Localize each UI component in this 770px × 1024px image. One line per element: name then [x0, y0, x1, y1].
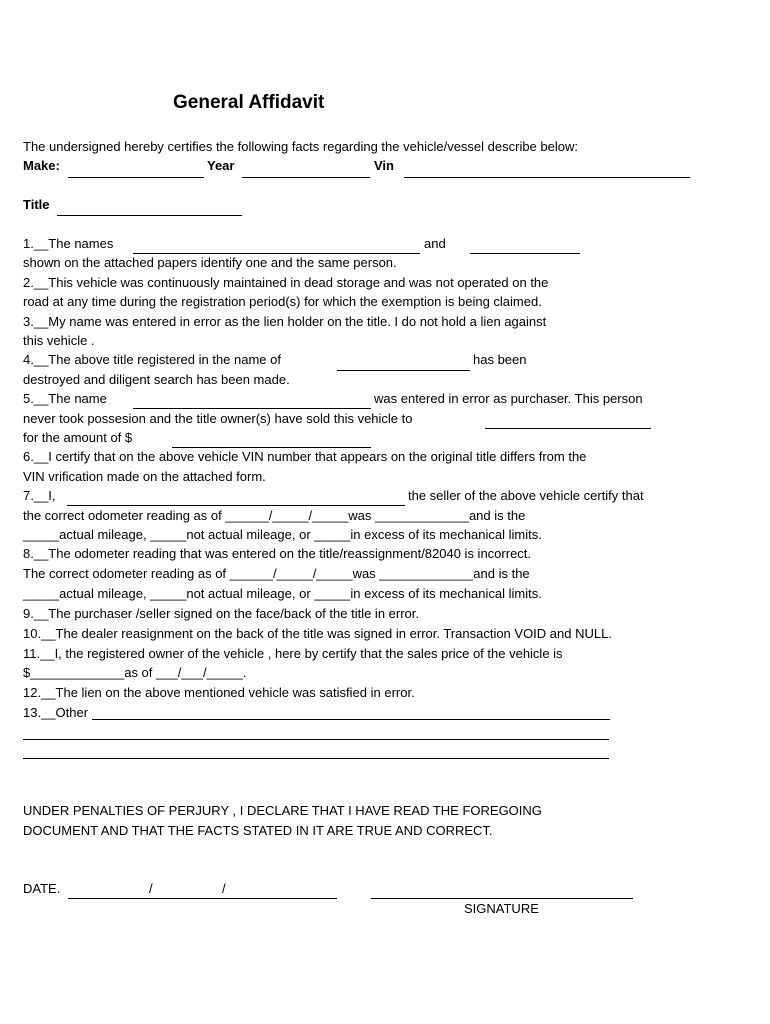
item-11-price-line: $_____________as of ___/___/_____.: [23, 665, 247, 680]
item-7-text-rest: the seller of the above vehicle certify that: [408, 488, 644, 503]
year-label: Year: [207, 158, 235, 173]
item-3-text: 3.__My name was entered in error as the lien holder on the title. I do not hold a lien against: [23, 314, 547, 329]
item-12-text: 12.__The lien on the above mentioned vehicle was satisfied in error.: [23, 685, 415, 700]
item-8-text: 8.__The odometer reading that was entered on the title/reassignment/82040 is incorrect.: [23, 546, 532, 561]
item-13-other-field-2[interactable]: [23, 739, 609, 740]
item-4-text: 4.__The above title registered in the name of: [23, 352, 281, 367]
signature-field[interactable]: [371, 898, 633, 899]
item-3-text-cont: this vehicle .: [23, 333, 95, 348]
vin-field[interactable]: [404, 177, 690, 178]
item-1-name-field-1[interactable]: [133, 253, 420, 254]
item-1-text-cont: shown on the attached papers identify one and the same person.: [23, 255, 397, 270]
date-field[interactable]: [68, 898, 337, 899]
page-title: General Affidavit: [173, 92, 325, 113]
make-label: Make:: [23, 158, 60, 173]
year-field[interactable]: [242, 177, 370, 178]
item-13-text: 13.__Other: [23, 705, 89, 720]
intro-text: The undersigned hereby certifies the following facts regarding the vehicle/vessel describe below:: [23, 139, 578, 154]
date-slash-2: /: [222, 881, 226, 896]
date-label: DATE.: [23, 881, 61, 896]
item-4-text-cont: destroyed and diligent search has been made.: [23, 372, 290, 387]
item-5-text-cont: never took possesion and the title owner(s) have sold this vehicle to: [23, 411, 413, 426]
item-8-odometer-line: The correct odometer reading as of ______/_____/_____was _____________and is the: [23, 566, 530, 581]
item-4-has-been: has been: [473, 352, 527, 367]
item-7-mileage-line: _____actual mileage, _____not actual mileage, or _____in excess of its mechanical limits.: [23, 527, 542, 542]
title-field[interactable]: [57, 215, 242, 216]
item-1-name-field-2[interactable]: [470, 253, 580, 254]
item-1-and: and: [424, 236, 446, 251]
item-5-amount-field[interactable]: [172, 447, 371, 448]
date-slash-1: /: [149, 881, 153, 896]
item-6-text: 6.__I certify that on the above vehicle VIN number that appears on the original title differs from the: [23, 449, 587, 464]
item-5-name-field[interactable]: [133, 408, 371, 409]
item-5-amount-label: for the amount of $: [23, 430, 133, 445]
item-7-text: 7.__I,: [23, 488, 56, 503]
item-11-text: 11.__I, the registered owner of the vehicle , here by certify that the sales price of the vehicle is: [23, 646, 563, 661]
item-2-text-cont: road at any time during the registration period(s) for which the exemption is being claimed.: [23, 294, 542, 309]
signature-label: SIGNATURE: [464, 901, 539, 916]
item-7-odometer-line: the correct odometer reading as of ______/_____/_____was _____________and is the: [23, 508, 526, 523]
item-10-text: 10.__The dealer reasignment on the back of the title was signed in error. Transaction VOID and NULL.: [23, 626, 612, 641]
item-8-mileage-line: _____actual mileage, _____not actual mileage, or _____in excess of its mechanical limits.: [23, 586, 542, 601]
make-field[interactable]: [68, 177, 204, 178]
item-9-text: 9.__The purchaser /seller signed on the face/back of the title in error.: [23, 606, 420, 621]
title-label: Title: [23, 197, 50, 212]
item-6-text-cont: VIN vrification made on the attached form.: [23, 469, 266, 484]
item-7-seller-field[interactable]: [67, 505, 405, 506]
item-5-text-rest: was entered in error as purchaser. This person: [374, 391, 643, 406]
vin-label: Vin: [374, 158, 394, 173]
item-5-buyer-field[interactable]: [485, 428, 651, 429]
declaration-line-1: UNDER PENALTIES OF PERJURY , I DECLARE THAT I HAVE READ THE FOREGOING: [23, 803, 542, 818]
item-2-text: 2.__This vehicle was continuously maintained in dead storage and was not operated on the: [23, 275, 549, 290]
item-1-text: 1.__The names: [23, 236, 114, 251]
item-13-other-field-1[interactable]: [92, 719, 610, 720]
item-4-name-field[interactable]: [337, 370, 470, 371]
item-13-other-field-3[interactable]: [23, 758, 609, 759]
declaration-line-2: DOCUMENT AND THAT THE FACTS STATED IN IT ARE TRUE AND CORRECT.: [23, 823, 493, 838]
item-5-text: 5.__The name: [23, 391, 107, 406]
